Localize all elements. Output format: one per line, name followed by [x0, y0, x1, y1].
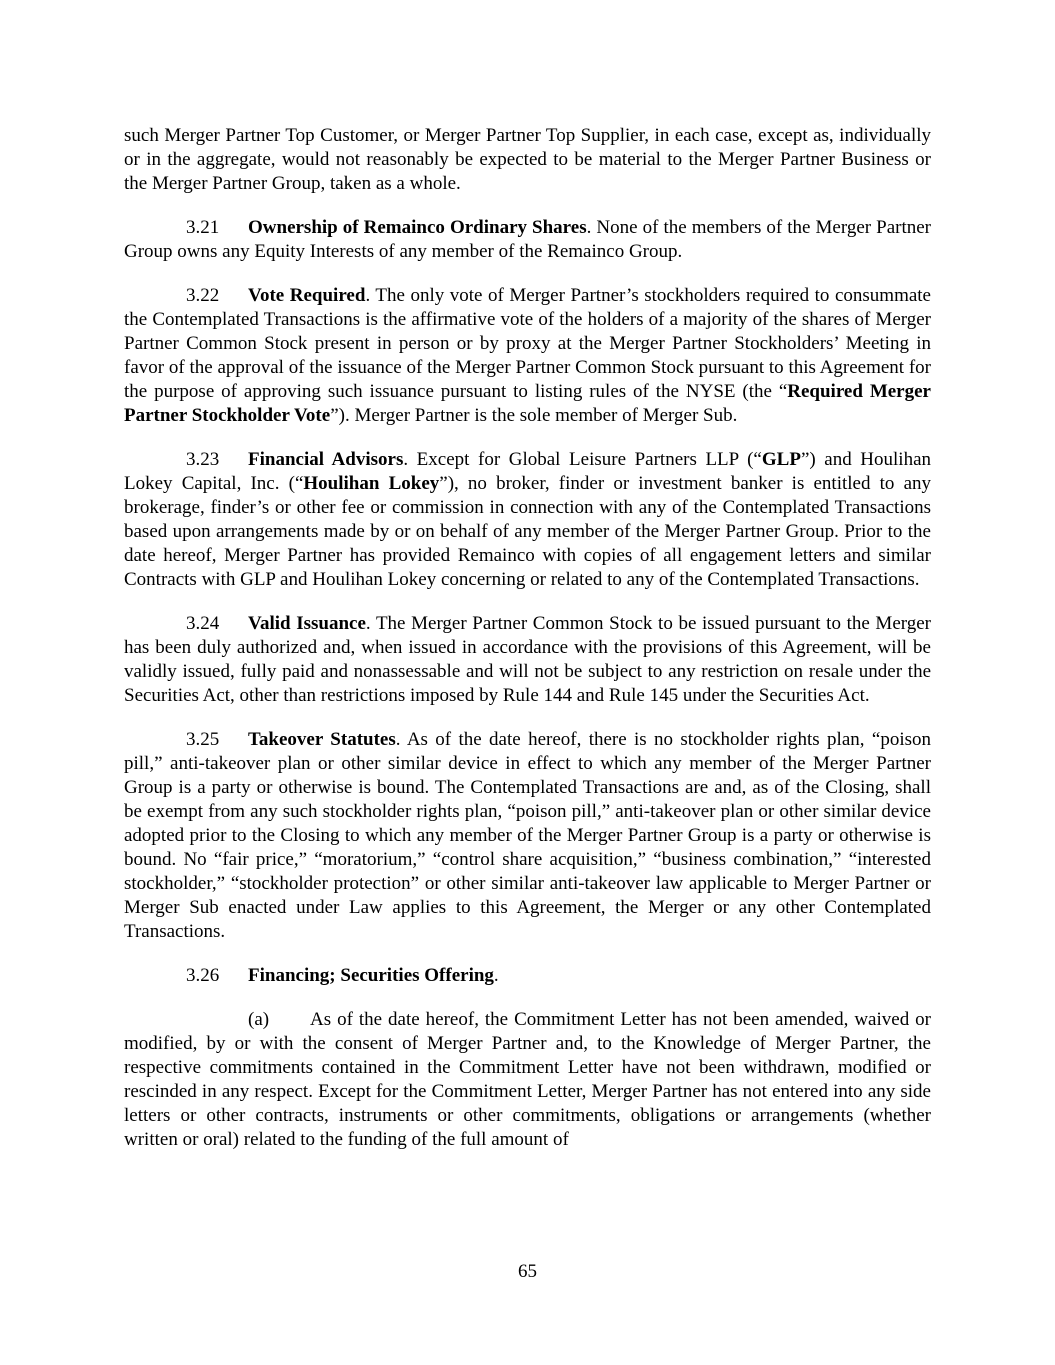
section-number: 3.21	[186, 217, 220, 238]
defined-term: Houlihan Lokey	[303, 473, 440, 494]
section-number: 3.24	[186, 613, 220, 634]
section-3-24: 3.24 Valid Issuance. The Merger Partner Common Stock to be issued pursuant to the Merger has been duly authorized and, when issued in accordance with the provisions of this Agreement, will be validly issued, fully paid and nonassessable and will not be subject to any restriction on resale under the Securities Act, other than restrictions imposed by Rule 144 and Rule 145 under the Securities Act.	[124, 613, 931, 706]
section-heading: Financial Advisors	[248, 449, 404, 470]
section-3-21: 3.21 Ownership of Remainco Ordinary Shares. None of the members of the Merger Partner Group owns any Equity Interests of any member of the Remainco Group.	[124, 217, 931, 262]
continuation-paragraph: such Merger Partner Top Customer, or Merger Partner Top Supplier, in each case, except as, individually or in the aggregate, would not reasonably be expected to be material to the Merger Partner Business or the Merger Partner Group, taken as a whole.	[124, 125, 931, 194]
section-heading: Takeover Statutes	[248, 729, 396, 750]
document-body	[124, 124, 931, 1172]
section-number: 3.22	[186, 285, 220, 306]
page-number: 65	[518, 1261, 537, 1282]
section-3-26-a: (a) As of the date hereof, the Commitment Letter has not been amended, waived or modified, by or with the consent of Merger Partner and, to the Knowledge of Merger Partner, the respective commitments contained in the Commitment Letter have not been withdrawn, modified or rescinded in any respect. Except for the Commitment Letter, Merger Partner has not entered into any side letters or other contracts, instruments or other commitments, obligations or arrangements (whether written or oral) related to the funding of the full amount of	[124, 1009, 931, 1150]
section-number: 3.25	[186, 729, 220, 750]
section-heading: Vote Required	[248, 285, 366, 306]
defined-term: GLP	[761, 449, 801, 470]
section-number: 3.26	[186, 965, 220, 986]
section-heading: Financing; Securities Offering	[248, 965, 494, 986]
section-3-25: 3.25 Takeover Statutes. As of the date hereof, there is no stockholder rights plan, “poison pill,” anti-takeover plan or other similar device in effect to which any member of the Merger Partner Group is a party or otherwise is bound. The Contemplated Transactions are and, as of the Closing, shall be exempt from any such stockholder rights plan, “poison pill,” anti-takeover plan or other similar device adopted prior to the Closing to which any member of the Merger Partner Group is a party or otherwise is bound. No “fair price,” “moratorium,” “control share acquisition,” “business combination,” “interested stockholder,” “stockholder protection” or other similar anti-takeover law applicable to Merger Partner or Merger Sub enacted under Law applies to this Agreement, the Merger or any other Contemplated Transactions.	[124, 729, 931, 942]
section-number: 3.23	[186, 449, 220, 470]
section-3-22: 3.22 Vote Required. The only vote of Merger Partner’s stockholders required to consummate the Contemplated Transactions is the affirmative vote of the holders of a majority of the shares of Merger Partner Common Stock present in person or by proxy at the Merger Partner Stockholders’ Meeting in favor of the approval of the issuance of the Merger Partner Common Stock pursuant to this Agreement for the purpose of approving such issuance pursuant to listing rules of the NYSE (the “Required Merger Partner Stockholder Vote”). Merger Partner is the sole member of Merger Sub.	[124, 285, 931, 426]
subsection-number: (a)	[248, 1009, 270, 1030]
section-heading: Valid Issuance	[248, 613, 366, 634]
section-3-26: 3.26 Financing; Securities Offering.	[186, 965, 499, 986]
defined-term: Required Merger Partner Stockholder Vote	[124, 381, 931, 426]
section-3-23: 3.23 Financial Advisors. Except for Global Leisure Partners LLP (“GLP”) and Houlihan Lokey Capital, Inc. (“Houlihan Lokey”), no broker, finder or investment banker is entitled to any brokerage, finder’s or other fee or commission in connection with any of the Contemplated Transactions based upon arrangements made by or on behalf of any member of the Merger Partner Group. Prior to the date hereof, Merger Partner has provided Remainco with copies of all engagement letters and similar Contracts with GLP and Houlihan Lokey concerning or related to any of the Contemplated Transactions.	[124, 449, 932, 590]
section-heading: Ownership of Remainco Ordinary Shares	[248, 217, 587, 238]
